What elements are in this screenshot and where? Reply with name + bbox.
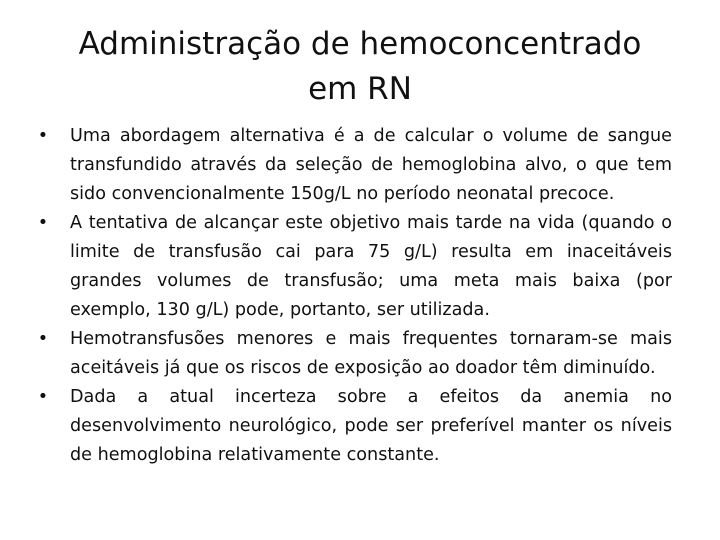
- bullet-list: [36, 122, 672, 470]
- bullet-text: Uma abordagem alternativa é a de calcular o volume de sangue transfundido através da seleção de hemoglobina alvo, o que tem sido convencionalmente 150g/L no período neonatal precoce.: [70, 126, 672, 204]
- bullet-icon: •: [37, 126, 49, 146]
- slide-title-line-2: em RN: [308, 71, 412, 107]
- bullet-item: [36, 122, 672, 209]
- slide-title: [40, 22, 680, 112]
- bullet-item: [36, 383, 672, 470]
- bullet-text: Hemotransfusões menores e mais frequentes tornaram-se mais aceitáveis já que os riscos de exposição ao doador têm diminuído.: [70, 329, 672, 378]
- bullet-text: Dada a atual incerteza sobre a efeitos da anemia no desenvolvimento neurológico, pode ser preferível manter os níveis de hemoglobina relativamente constante.: [70, 387, 672, 465]
- bullet-text: A tentativa de alcançar este objetivo mais tarde na vida (quando o limite de transfusão cai para 75 g/L) resulta em inaceitáveis grandes volumes de transfusão; uma meta mais baixa (por exemplo, 130 g/L) pode, portanto, ser utilizada.: [70, 213, 672, 320]
- bullet-item: [36, 325, 672, 383]
- bullet-icon: •: [37, 387, 49, 407]
- bullet-icon: •: [37, 329, 49, 349]
- slide-title-line-1: Administração de hemoconcentrado: [78, 26, 642, 62]
- bullet-icon: •: [37, 213, 49, 233]
- bullet-item: [36, 209, 672, 325]
